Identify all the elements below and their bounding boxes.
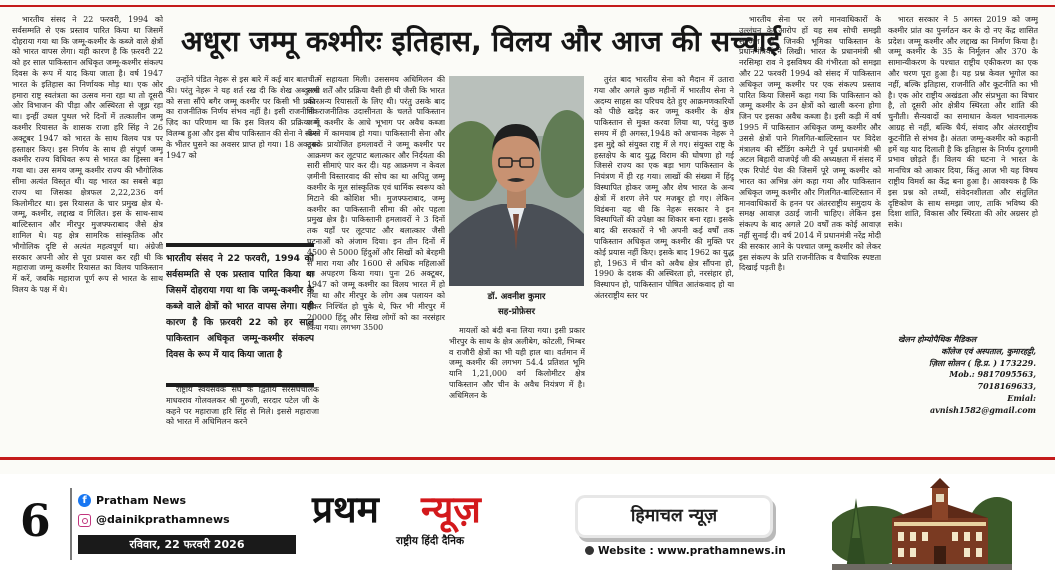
- pratham-news-logo: [310, 488, 540, 548]
- column-5: [594, 75, 734, 450]
- column-3-text: में सहायता मिली। उससमय अधिमिलन की सभी शर्तें और प्रक्रिया वैसी ही थी जैसी कि भारत की अन्य रियासतों के लिए थी। परंतु उसके बाद भी राजनीतिक उदासीनता के चलते पाकिस्तान जम्मू कश्मीर के आधे भूभाग पर अवैध कब्जा करने में कामयाब हो गया। पाकिस्तानी सेना और उसके प्रायोजित हमलावरों ने जम्मू कश्मीर पर आक्रमण कर लूटपाट बलात्कार और निर्दयता की सारी सीमाएं पार कर दी। यह आक्रमण न केवल ज़मीनी विस्तारवाद की सोच का था अपितु जम्मू कश्मीर के मूल सांस्कृतिक एवं धार्मिक स्वरूप को मिटाने की कोशिश भी। मुजफ्फराबाद, जम्मू कश्मीर का पाकिस्तानी सीमा की ओर पहला प्रमुख क्षेत्र है। पाकिस्तानी हमलावरों ने 3 दिनों तक यहाँ पर लूटपाट और बलात्कार जैसी घटनाओं को अंजाम दिया। इन तीन दिनों में 4500 से 5000 हिंदुओं और सिखों को बेरहमी से मारा गया और 1600 से अधिक महिलाओं का अपहरण किया गया। पुनः 26 अक्टूबर, 1947 को जम्मू कश्मीर का विलय भारत में हो गया था और मीरपुर के लोग अब पलायन को लेकर निश्चिंत हो चुके थे, फिर भी मीरपुर में 20000 हिंदू और सिख लोगों को का नरसंहार किया गया। लगभग 3500: [307, 75, 445, 333]
- headline: अधूरा जम्मू कश्मीरः इतिहास, विलय और आज की सच्चाई: [181, 25, 781, 58]
- column-7: [888, 15, 1038, 333]
- shimla-building-illustration: [832, 478, 1012, 570]
- page-number: 6: [20, 496, 51, 547]
- column-7-text: भारत सरकार ने 5 अगस्त 2019 को जम्मू कश्मीर प्रांत का पुनर्गठन कर के दो नए केंद्र शासित प्रदेश। जम्मू कश्मीर और लद्दाख का निर्माण किया है। जम्मू कश्मीर के 35 के निर्मूलन और 370 के सामान्यीकरण के पश्चात राष्ट्रीय एकीकरण का एक और चरण पूरा हुआ है। यह प्रश्न केवल भूगोल का नहीं, बल्कि इतिहास, राजनीति और कूटनीति का भी है। एक ओर राष्ट्रीय अखंडता और संप्रभुता का विचार है, तो दूसरी ओर क्षेत्रीय स्थिरता और शांति की चुनौती। सैन्यवादों का समाधान केवल भावनात्मक आग्रह से नहीं, बल्कि धैर्य, संवाद और अंतरराष्ट्रीय कूटनीति से संभव है। अंततः जम्मू-कश्मीर को कहानी हमें यह याद दिलाती है कि इतिहास के निर्णय दूरगामी प्रभाव छोड़ते हैं। विलय की घटना ने भारत के मानचित्र को आकार दिया, किंतु आज भी यह विषय राष्ट्रीय विमर्श का केंद्र बना हुआ है। आवश्यक है कि इस प्रश्न को तथ्यों, संवेदनशीलता और संतुलित दृष्टिकोण के साथ समझा जाए, ताकि भविष्य की दिशा शांति, विकास और स्थिरता की ओर अग्रसर हो सके।: [888, 15, 1038, 230]
- signature-email: avnish1582@gmail.com: [929, 404, 1036, 415]
- logo-tagline: राष्ट्रीय हिंदी दैनिक: [395, 535, 465, 547]
- website-link[interactable]: Website : www.prathamnews.in: [598, 545, 786, 557]
- column-2: [166, 75, 319, 239]
- facebook-icon: f: [78, 494, 91, 507]
- issue-date: रविवार, 22 फरवरी 2026: [78, 535, 296, 554]
- column-1: [12, 15, 163, 450]
- signature-email-label: Emial:: [1007, 392, 1036, 403]
- pull-quote: भारतीय संसद ने 22 फरवरी, 1994 को सर्वसम्मति से एक प्रस्ताव पारित किया था जिसमें दोहराया गया था कि जम्मू-कश्मीर के कब्जे वाले क्षेत्रों को भारत वापस लेगा। यही कारण है कि फ़रवरी 22 को हर साल पाकिस्तान अधिकृत जम्मू-कश्मीर संकल्प दिवस के रूप में याद किया जाता है: [166, 243, 314, 387]
- author-name: डॉ. अवनीश कुमार: [487, 292, 546, 302]
- himachal-news-label: हिमाचल न्यूज़: [630, 506, 718, 526]
- column-1-text: भारतीय संसद ने 22 फरवरी, 1994 को सर्वसम्मति से एक प्रस्ताव पारित किया था जिसमें दोहराया गया था कि जम्मू-कश्मीर के कब्जे वाले क्षेत्रों को भारत वापस लेगा। यही कारण है कि फ़रवरी 22 को हर साल पाकिस्तान अधिकृत जम्मू-कश्मीर संकल्प दिवस के रूप में याद किया जाता है। वर्ष 1947 भारत के इतिहास का निर्णायक मोड़ था। एक ओर हमारा राष्ट्र स्वतंत्रता का उत्सव मना रहा था तो दूसरी ओर विभाजन की पीड़ा और अस्थिरता से जूझ रहा था। इन्हीं उथल पुथल भरे दिनों में तत्कालीन जम्मू कश्मीर रियासत के शासक राजा हरि सिंह ने 26 अक्टूबर 1947 को भारत के साथ विलय पत्र पर हस्ताक्षर किए। इस निर्णय के साथ ही संपूर्ण जम्मू कश्मीर राज्य विधिवत रूप से भारत का हिस्सा बन गया था। उस समय जम्मू कश्मीर राज्य की भौगोलिक सीमा अत्यंत विस्तृत थी। यह भारत का सबसे बड़ा राज्य था जिसका क्षेत्रफल 2,22,236 वर्ग किलोमीटर था। इस रियासत के चार प्रमुख क्षेत्र थे- जम्मू, कश्मीर, लद्दाख व गिलित। इस के साथ-साथ बाल्टिस्तान और मीरपुर मुजफ्फराबाद जैसे क्षेत्र शामिल थे। यह क्षेत्र सामरिक सांस्कृतिक और भौगोलिक दृष्टि से अत्यंत महत्वपूर्ण था। अंग्रेजी सरकार अपनी ओर से पूरा प्रयास कर रही थी कि महाराजा जम्मू कश्मीर रियासत का विलय पाकिस्तान में करें, जबकि महाराज पूर्ण रूप से भारत के साथ विलय के पक्ष में थे।: [12, 15, 163, 294]
- top-rule: [0, 5, 1055, 7]
- author-role: सह-प्रोफ़ेसर: [497, 307, 535, 317]
- column-2-text: उन्होंने पंडित नेहरू से इस बारे में कई बार बातचीत की। परंतु नेहरू ने यह शर्त रख दी कि शेख अब्दुल्ला को सत्ता सौंपे बगैर जम्मू कश्मीर पर किसी भी प्रकार का राजनीतिक निर्णय संभव नहीं है। इसी राजनीतिक ज़िद का परिणाम था कि इस विलय की प्रक्रिया में विलम्ब हुआ और इस बीच पाकिस्तान की सेना ने सीमा के भीतर घुसने का अवसर प्राप्त हो गया। 18 अक्टूबर 1947 को: [166, 75, 319, 160]
- footer-divider: [70, 488, 72, 560]
- globe-icon: [585, 546, 594, 555]
- himachal-news-badge: [578, 498, 770, 535]
- signature-line-2: कॉलेज एवं अस्पताल, कुमारहट्टी,: [941, 345, 1036, 356]
- signature-mobile-2: 7018169633,: [977, 381, 1036, 392]
- author-portrait-image: [449, 76, 584, 286]
- signature-mobile: Mob.: 9817095563,: [949, 369, 1036, 380]
- bottom-rule: [0, 457, 1055, 460]
- article-frame: [6, 8, 1046, 454]
- logo-word-pratham: प्रथम: [312, 488, 379, 531]
- signature-line-3: ज़िला सोलन ( हि.प्र. ) 173229.: [929, 357, 1036, 368]
- column-5-text: तुरंत बाद भारतीय सेना को मैदान में उतारा गया और अगले कुछ महीनों में भारतीय सेना ने अदम्य साहस का परिचय देते हुए आक्रमणकारियों को पीछे खदेड़ कर जम्मू कश्मीर के क्षेत्र पाकिस्तान से मुक्त करवा लिया था, परंतु कुछ समय में ही अगस्त,1948 को अचानक नेहरू ने इस मुद्दे को संयुक्त राष्ट्र में ले गए। संयुक्त राष्ट्र के हस्तक्षेप के बाद युद्ध विराम की घोषणा हो गई जिससे राज्य का एक बड़ा भाग पाकिस्तान के नियंत्रण में ही रह गया। लाखों की संख्या में हिंदू विस्थापित होकर जम्मू और शेष भारत के अन्य क्षेत्रों में शरण लेने पर मजबूर हो गए। लेकिन विडंबना यह थी कि नेहरू सरकार ने इन विस्थापितों की उपेक्षा का शिकार बना रहा। इसके बाद की सरकारों ने भी अपनी कई वर्षों तक पाकिस्तान अधिकृत जम्मू कश्मीर की मुक्ति पर कोई प्रयास नहीं किए। इसके बाद 1962 का युद्ध हो, 1963 में चीन को अवैध क्षेत्र सौंपना हो, 1990 के दशक की अस्थिरता हो, नरसंहार हो, विस्थापन हो, पाकिस्तान पोषित आतंकवाद हो या अंतरराष्ट्रीय स्तर पर: [594, 75, 734, 300]
- column-6: [739, 15, 881, 450]
- author-photo: [449, 76, 584, 286]
- column-2b-text: राष्ट्रीय स्वयंसेवक संघ के द्वितीय सरसंघचालक माधवराव गोलवलकर श्री गुरुजी, सरदार पटेल जी के कहने पर महाराजा हरि सिंह से मिले। इससे महाराजा को भारत में अधिमिलन करने: [166, 385, 319, 427]
- column-2b: [166, 385, 319, 450]
- author-signature: [886, 334, 1036, 417]
- logo-word-news: न्यूज़: [421, 488, 481, 531]
- column-6-text: भारतीय सेना पर लगे मानवाधिकारों के उल्लंघन के आरोप हों यह सब सोची समझी साजिश थी, जिनकी भूमिका पाकिस्तान के प्रधानमंत्रियों ने लिखी। भारत के प्रधानमंत्री श्री नरसिम्हा राव ने इसविषय की गंभीरता को समझा और 22 फरवरी 1994 को संसद में पाकिस्तान अधिकृत जम्मू कश्मीर पर एक संकल्प प्रस्ताव पारित किया जिसमें कहा गया कि पाकिस्तान को जम्मू कश्मीर के उन क्षेत्रों को खाली करना होगा जिन पर इसका अवैध कब्जा है। इसी कड़ी में वर्ष 1995 में पाकिस्तान अधिकृत जम्मू कश्मीर और उससे क्षेत्रों पाने गिलगित-बाल्टिस्तान पर विदेश मंत्रालय की स्टैंडिंग कमेटी ने पूर्व प्रधानमंत्री श्री अटल बिहारी वाजपेई जी की अध्यक्षता में संसद में एक रिपोर्ट पेश की जिसमें पूरे जम्मू कश्मीर को भारत का अभिन्न अंग कहा गया और पाकिस्तान अधिकृत जम्मू कश्मीर और गिलगित-बाल्टिस्तान में मानवाधिकारों के हनन पर अंतरराष्ट्रीय समुदाय के समक्ष आवाज़ उठाई जानी चाहिए। लेकिन इस संकल्प के बाद अगले 20 वर्षों तक कोई आवाज़ नहीं सुनाई दी। वर्ष 2014 में प्रधानमंत्री नरेंद्र मोदी की सरकार आने के पश्चात जम्मू कश्मीर को लेकर इस संकल्प के प्रति राजनीतिक व वैचारिक स्पष्टता दिखाई पड़ती है।: [739, 15, 881, 273]
- column-4-text: मायलों को बंदी बना लिया गया। इसी प्रकार भीरपुर के साथ के क्षेत्र अलीबेग, कोटली, भिम्बर व राजौरी क्षेत्रों का भी यही हाल था। वर्तमान में जम्मू कश्मीर की लगभग 54.4 प्रतिशत भूमि यानि 1,21,000 वर्ग किलोमीटर क्षेत्र पाकिस्तान और चीन के अवैध नियंत्रण में है। अधिमिलन के: [449, 326, 585, 400]
- column-3: [307, 75, 445, 450]
- facebook-handle: Pratham News: [96, 494, 187, 507]
- building-scene-image: [832, 478, 1012, 570]
- instagram-handle: @dainikprathamnews: [96, 513, 230, 526]
- signature-line-1: खेलन होम्योपैथिक मैडिकल: [898, 334, 977, 344]
- column-4: [449, 326, 585, 450]
- instagram-icon: [78, 514, 91, 527]
